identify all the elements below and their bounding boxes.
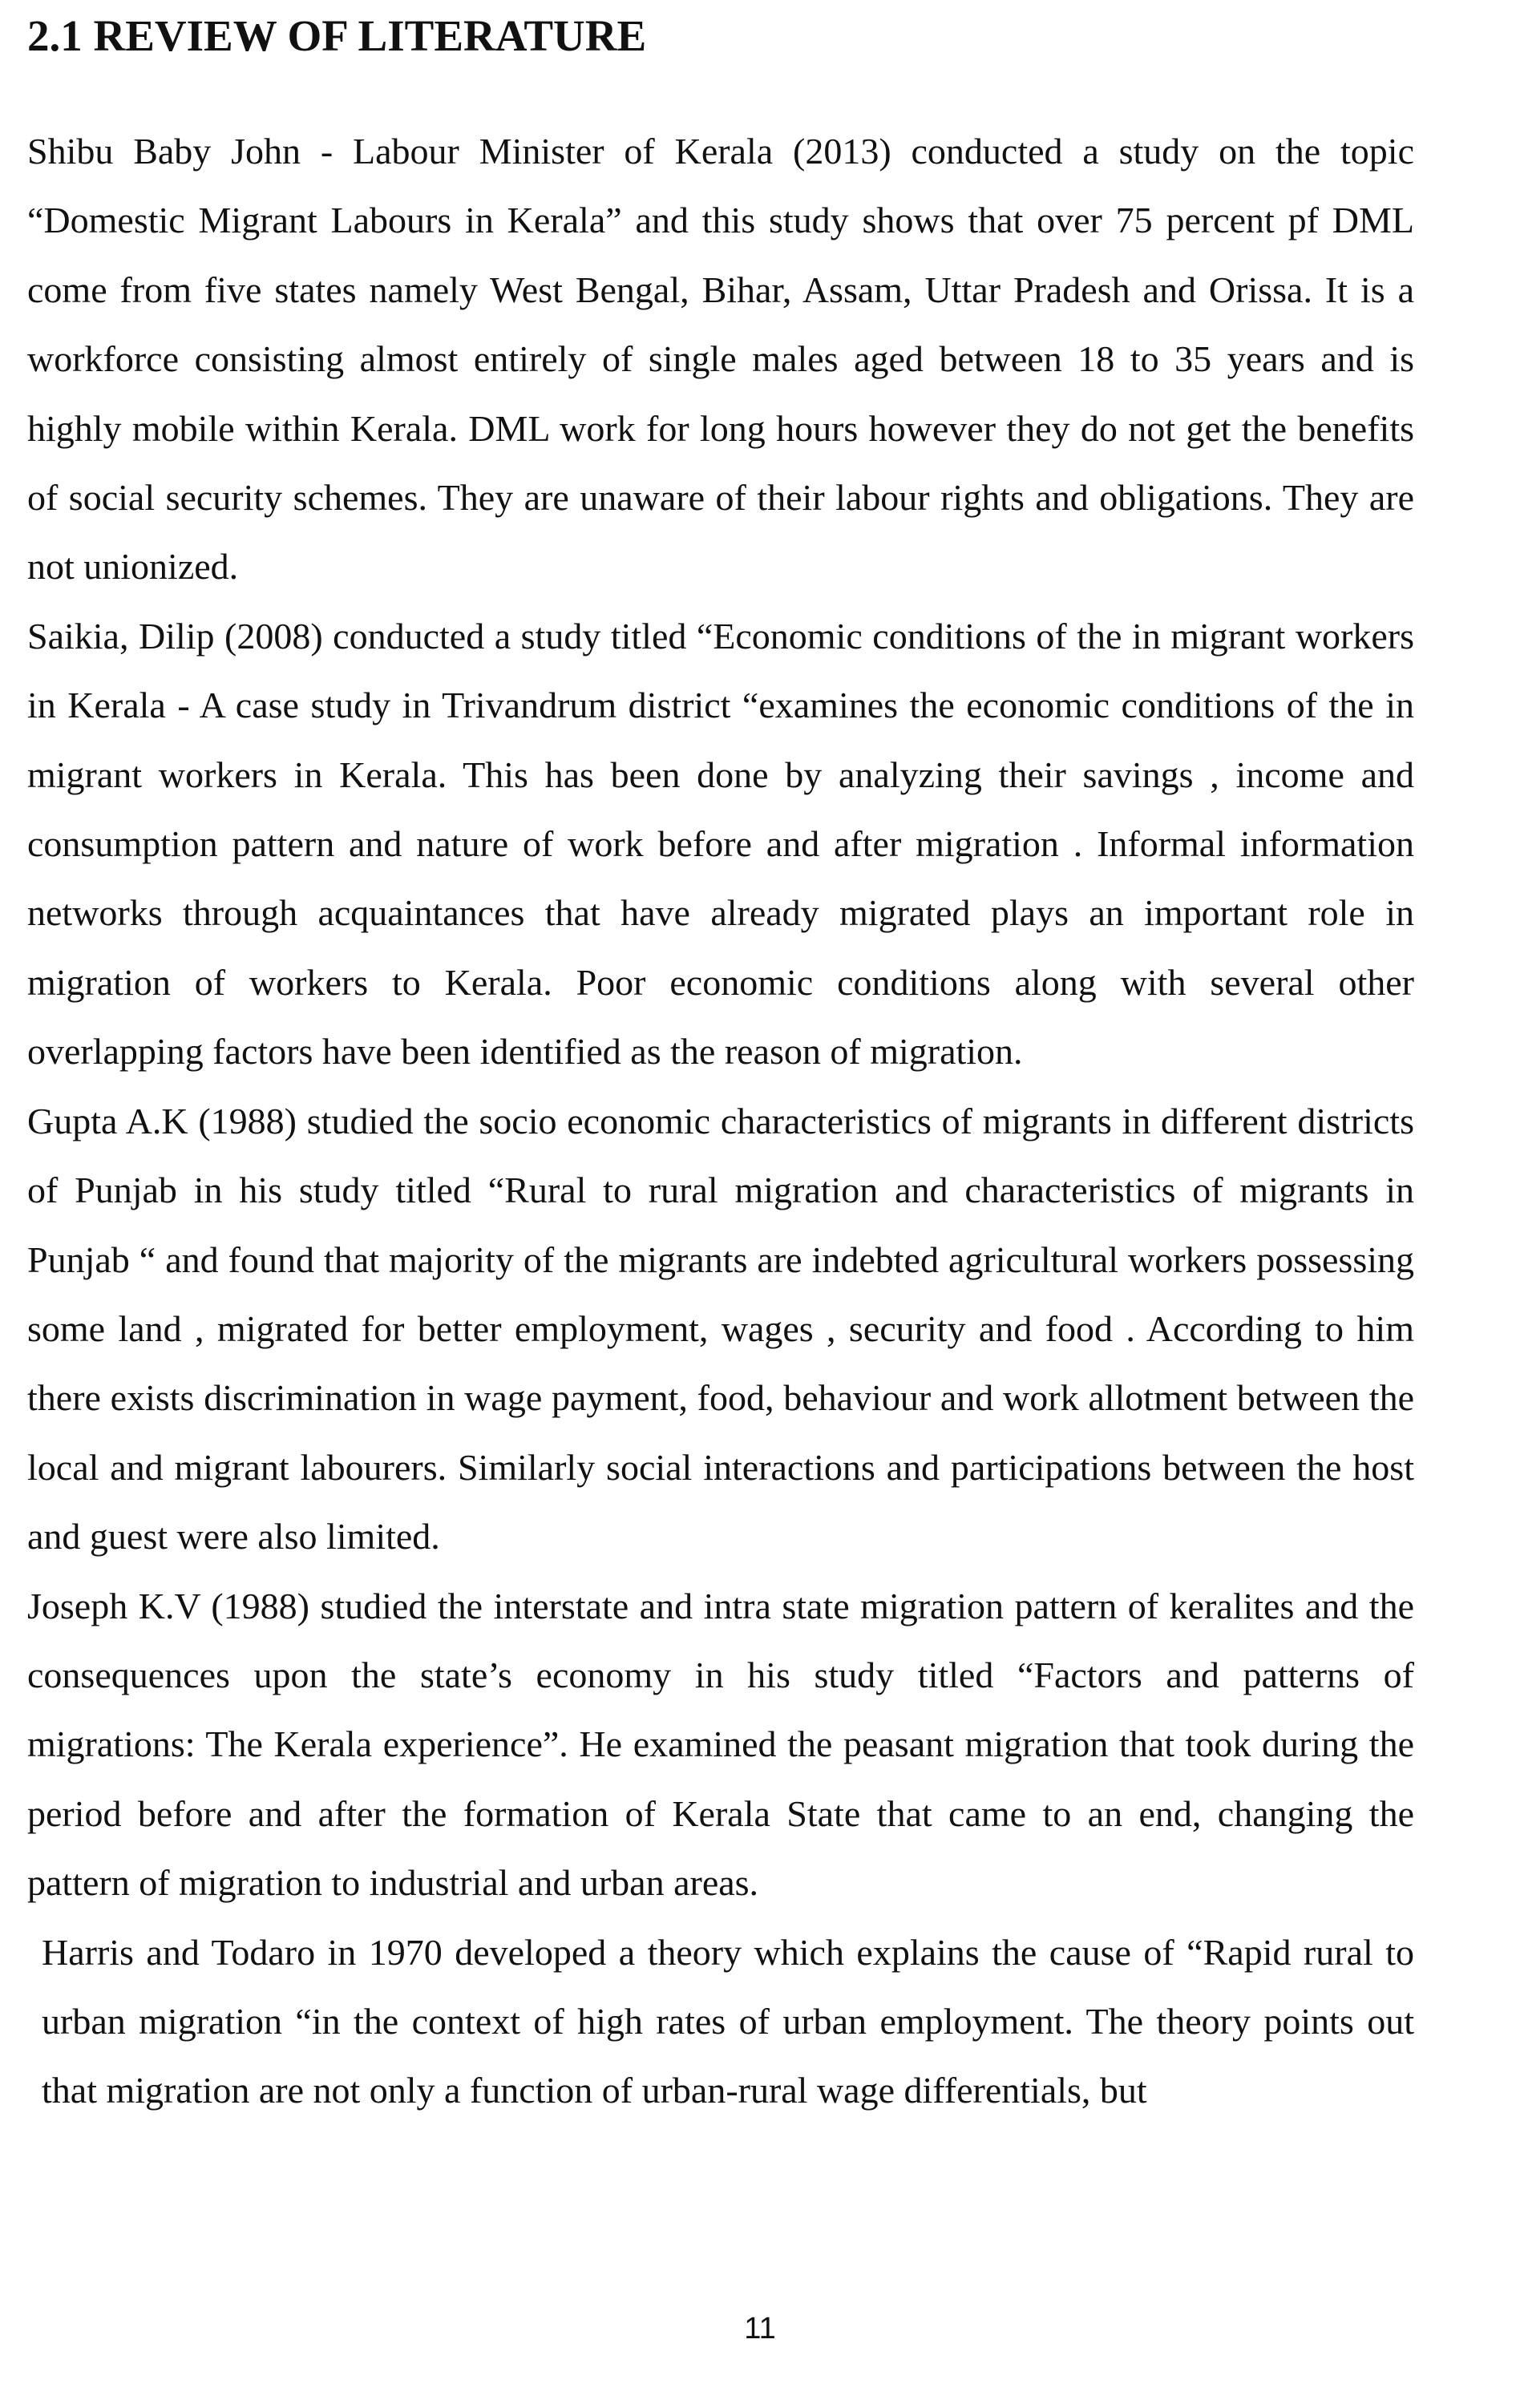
document-body	[27, 117, 1414, 2126]
paragraph-shibu-baby-john: Shibu Baby John - Labour Minister of Kerala (2013) conducted a study on the topic “Domestic Migrant Labours in Kerala” and this study shows that over 75 percent pf DML come from five states namely West Bengal, Bihar, Assam, Uttar Pradesh and Orissa. It is a workforce consisting almost entirely of single males aged between 18 to 35 years and is highly mobile within Kerala. DML work for long hours however they do not get the benefits of social security schemes. They are unaware of their labour rights and obligations. They are not unionized.	[27, 131, 1414, 588]
paragraph-joseph-kv: Joseph K.V (1988) studied the interstate and intra state migration pattern of keralites and the consequences upon the state’s economy in his study titled “Factors and patterns of migrations: The Kerala experience”. He examined the peasant migration that took during the period before and after the formation of Kerala State that came to an end, changing the pattern of migration to industrial and urban areas.	[27, 1585, 1414, 1904]
section-heading: 2.1 REVIEW OF LITERATURE	[27, 11, 647, 60]
paragraph-saikia-dilip: Saikia, Dilip (2008) conducted a study titled “Economic conditions of the in migrant workers in Kerala - A case study in Trivandrum district “examines the economic conditions of the in migrant workers in Kerala. This has been done by analyzing their savings , income and consumption pattern and nature of work before and after migration . Informal information networks through acquaintances that have already migrated plays an important role in migration of workers to Kerala. Poor economic conditions along with several other overlapping factors have been identified as the reason of migration.	[27, 615, 1414, 1073]
paragraph-harris-todaro: Harris and Todaro in 1970 developed a theory which explains the cause of “Rapid rural to urban migration “in the context of high rates of urban employment. The theory points out that migration are not only a function of urban-rural wage differentials, but	[42, 1931, 1414, 2111]
paragraph-gupta-ak: Gupta A.K (1988) studied the socio economic characteristics of migrants in different districts of Punjab in his study titled “Rural to rural migration and characteristics of migrants in Punjab “ and found that majority of the migrants are indebted agricultural workers possessing some land , migrated for better employment, wages , security and food . According to him there exists discrimination in wage payment, food, behaviour and work allotment between the local and migrant labourers. Similarly social interactions and participations between the host and guest were also limited.	[27, 1100, 1414, 1558]
page-number: 11	[744, 2312, 776, 2345]
